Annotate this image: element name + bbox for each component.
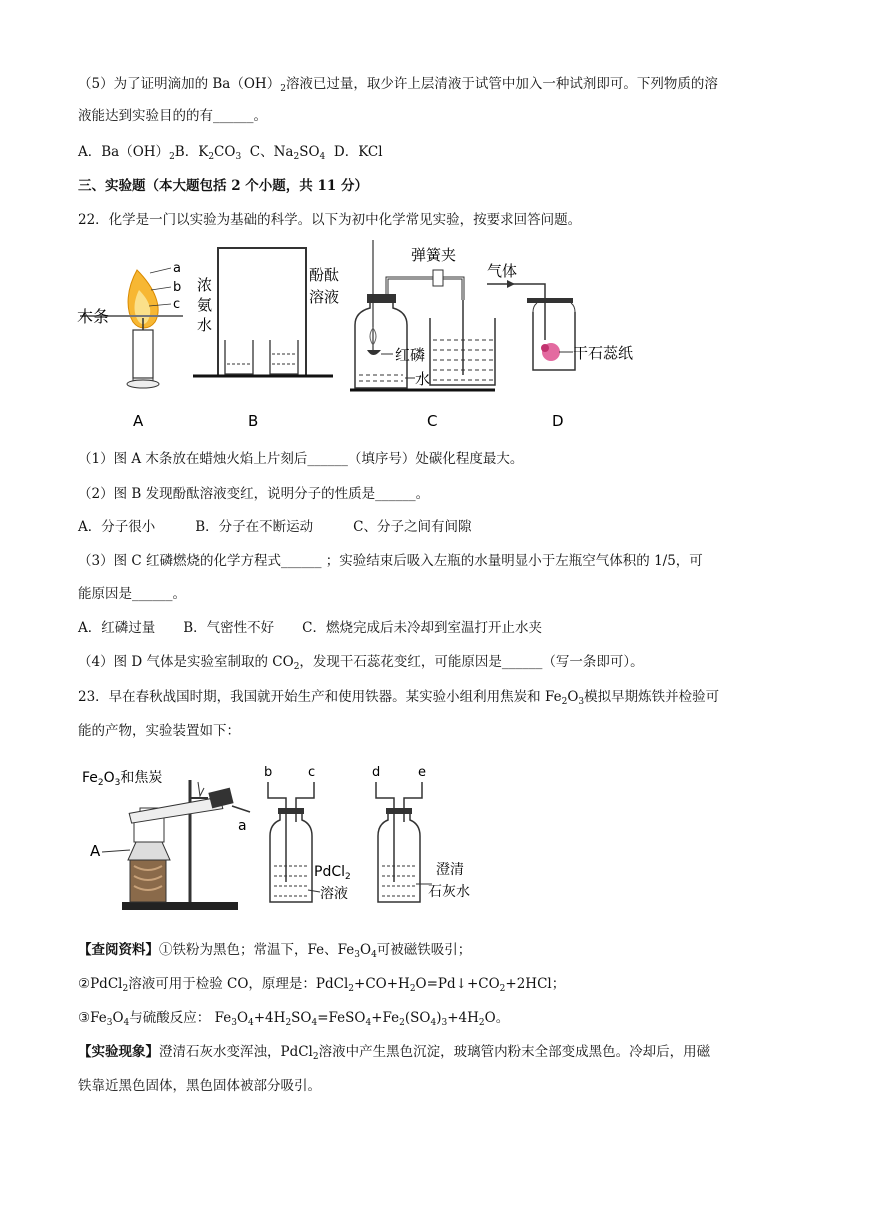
caption-b: B [248, 412, 259, 430]
figure-b-ammonia [193, 248, 339, 430]
label-gas: 气体 [487, 262, 518, 280]
label-outlet-a: a [238, 818, 247, 834]
q22-part3-options: A．红磷过量 B．气密性不好 C．燃烧完成后未冷却到室温打开止水夹 [78, 620, 543, 636]
q22-figure [75, 240, 655, 435]
figure-q23-pdcl2-bottle [264, 765, 351, 902]
label-b-left-1: 浓 [197, 276, 213, 294]
label-d-port: d [372, 765, 381, 780]
label-clip: 弹簧夹 [411, 246, 457, 264]
q21-options: A．$Ba(OH)_2B$．$K_2CO_3$ C、$Na_2SO_4$ D．KCl [78, 144, 383, 162]
label-stick: 木条 [77, 307, 110, 326]
q21-part5-line2: 液能达到实验目的的有______。 [78, 108, 267, 124]
q22-part3-line1: （3）图 C 红磷燃烧的化学方程式______ ；实验结束后吸入左瓶的水量明显小于左瓶空气体积的 1/5，可 [78, 553, 703, 569]
label-paper: 干石蕊纸 [573, 344, 634, 362]
caption-d: D [552, 412, 564, 430]
q23-observation-line2: 铁靠近黑色固体，黑色固体被部分吸引。 [78, 1078, 321, 1094]
q23-stem-line1: 23．早在春秋战国时期，我国就开始生产和使用铁器。某实验小组利用焦炭和 $Fe_2O_3$模拟早期炼铁并检验可 [78, 689, 720, 707]
label-b-port: b [264, 765, 273, 780]
label-e-port: e [418, 765, 426, 780]
label-b-right-1: 酚酞 [309, 266, 340, 284]
q22-stem: 22．化学是一门以实验为基础的科学。以下为初中化学常见实验，按要求回答问题。 [78, 212, 582, 228]
q23-observation-line1: 【实验现象】澄清石灰水变浑浊，PdCl$_2$溶液中产生黑色沉淀，玻璃管内粉末全部变成黑色。冷却后，用磁 [78, 1044, 711, 1062]
label-b-left-2: 氨 [197, 296, 213, 314]
label-a: a [173, 261, 181, 276]
q22-part4: （4）图 D 气体是实验室制取的 $CO_2$，发现干石蕊花变红，可能原因是______（写一条即可）。 [78, 654, 644, 672]
label-pdcl2: PdCl$_2$ [314, 864, 351, 882]
label-solution: 溶液 [320, 886, 348, 902]
q23-info2: ②PdCl$_2$溶液可用于检验 CO，原理是：$PdCl_2+CO+H_2O=Pd↓+CO_2+2HCl$； [78, 976, 566, 994]
q21-part5-line1: （5）为了证明滴加的 $Ba(OH)_2$溶液已过量，取少许上层清液于试管中加入一种试剂即可。下列物质的溶 [78, 76, 718, 94]
q22-part2: （2）图 B 发现酚酞溶液变红，说明分子的性质是______。 [78, 486, 430, 502]
label-limewater-2: 石灰水 [428, 884, 470, 900]
q23-figure [82, 762, 502, 922]
section3-title: 三、实验题（本大题包括 2 个小题，共 11 分） [78, 178, 368, 194]
figure-c-phosphorus [350, 240, 495, 430]
label-lamp-a: A [90, 842, 101, 860]
figure-q23-limewater-bottle [372, 765, 470, 902]
figure-d-litmus [487, 262, 633, 430]
q22-part3-line2: 能原因是______。 [78, 586, 186, 602]
label-b: b [173, 280, 182, 295]
q22-part2-options: A．分子很小 B．分子在不断运动 C、分子之间有间隙 [78, 519, 472, 535]
caption-a: A [133, 412, 144, 430]
label-b-right-2: 溶液 [309, 288, 340, 306]
figure-q23-heating [82, 769, 250, 910]
q23-info3: $③Fe_3O_4$与硫酸反应： $Fe_3O_4+4H_2SO_4=FeSO_4+Fe_2(SO_4)_3+4H_2O$。 [78, 1010, 510, 1028]
label-limewater-1: 澄清 [436, 862, 464, 878]
label-b-left-3: 水 [197, 316, 213, 334]
label-phosphorus: 红磷 [395, 346, 426, 364]
label-c: c [173, 297, 181, 312]
label-c-port: c [308, 765, 316, 780]
q23-stem-line2: 能的产物，实验装置如下： [78, 723, 240, 739]
label-reagent: $Fe_2O_3$和焦炭 [82, 770, 163, 788]
label-water: 水 [415, 370, 431, 388]
figure-a-candle [77, 261, 183, 430]
q23-info1: 【查阅资料】①铁粉为黑色；常温下，Fe、$Fe_3O_4$可被磁铁吸引； [78, 942, 472, 960]
q22-part1: （1）图 A 木条放在蜡烛火焰上片刻后______（填序号）处碳化程度最大。 [78, 451, 524, 467]
caption-c: C [427, 412, 438, 430]
